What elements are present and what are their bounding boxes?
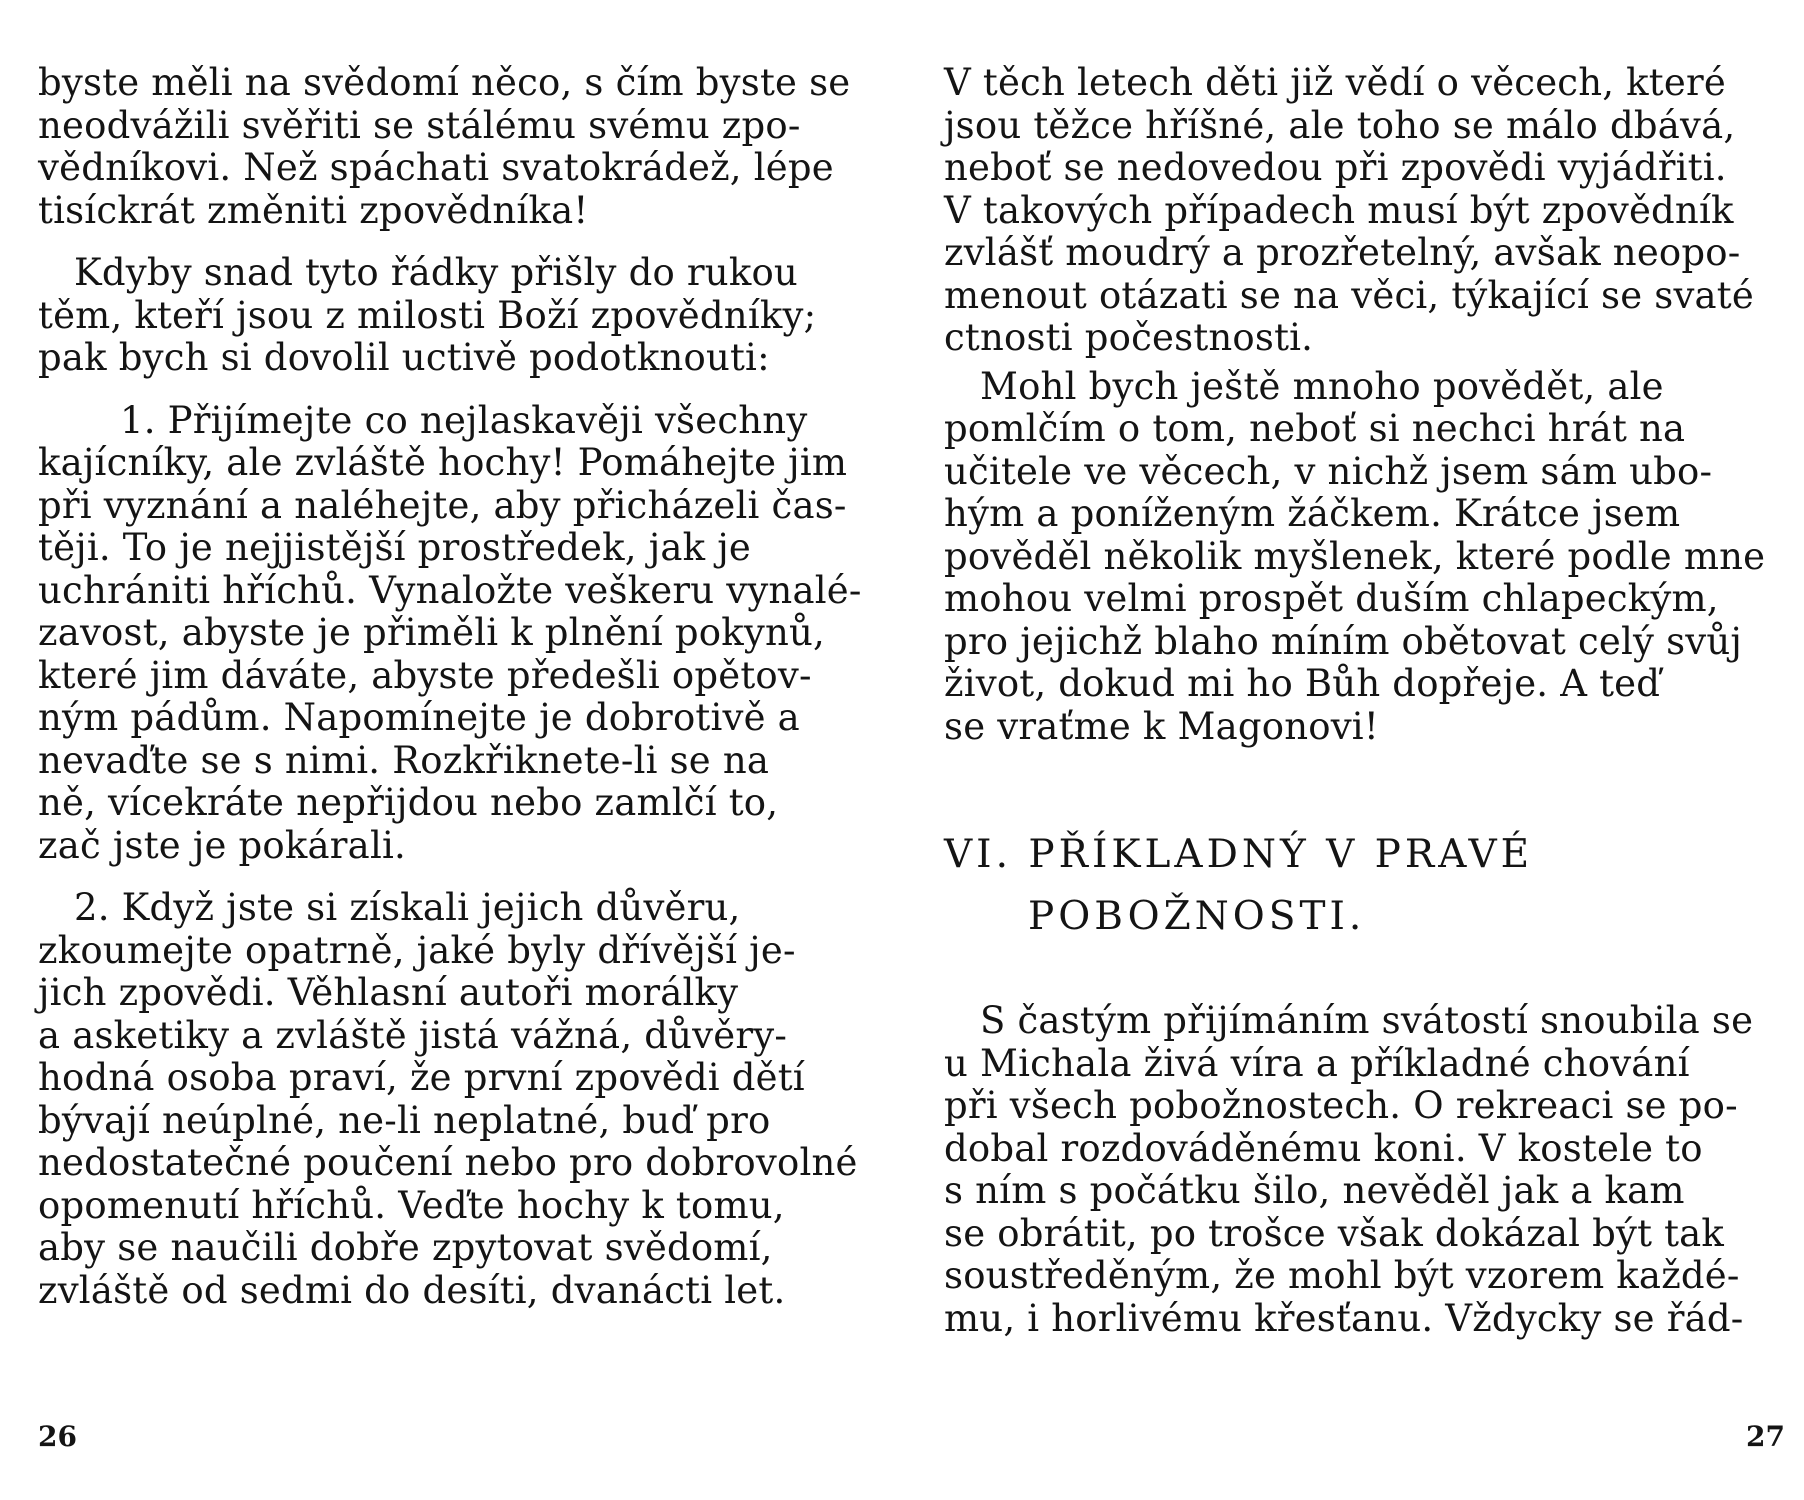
paragraph-children-knowledge: V těch letech děti již vědí o věcech, které jsou těžce hříšné, ale toho se málo dbává, neboť se nedovedou při zpovědi vyjádřiti. V takových případech musí být zpovědník zvlášť moudrý a prozřetelný, avšak neopo- menout otázati se na věci, týkající se svaté ctnosti počestnosti. [944, 61, 1754, 359]
chapter-heading [944, 824, 1772, 948]
paragraph-point-1: 1. Přijímejte co nejlaskavěji všechny kajícníky, ale zvláště hochy! Pomáhejte jim při vyznání a naléhejte, aby přicházeli čas- těji. To je nejjistější prostředek, jak je uchrániti hříchů. Vynaložte veškeru vynalé- zavost, abyste je přiměli k plnění pokynů, které jim dáváte, abyste předešli opětov- ným pádům. Napomínejte je dobrotivě a nevaďte se s nimi. Rozkřiknete-li se na ně, vícekráte nepřijdou nebo zamlčí to, zač jste je pokárali. [38, 398, 862, 867]
paragraph-point-2: 2. Když jste si získali jejich důvěru, zkoumejte opatrně, jaké byly dřívější je- jich zpovědi. Věhlasní autoři morálky a asketiky a zvláště jistá vážná, důvěry- hodná osoba praví, že první zpovědi dětí bývají neúplné, ne-li neplatné, buď pro nedostatečné poučení nebo pro dobrovolné opomenutí hříchů. Veďte hochy k tomu, aby se naučili dobře zpytovat svědomí, zvláště od sedmi do desíti, dvanácti let. [38, 886, 858, 1312]
paragraph-michal-faith: S častým přijímáním svátostí snoubila se u Michala živá víra a příkladné chování při všech pobožnostech. O rekreaci se po- dobal rozdováděnému koni. V kostele to s ním s počátku šilo, nevěděl jak a kam se obrátit, po trošce však dokázal být tak soustředěným, že mohl být vzorem každé- mu, i horlivému křesťanu. Vždycky se řád- [944, 999, 1754, 1340]
page-number-right: 27 [1746, 1420, 1785, 1453]
chapter-heading-line-1: VI. PŘÍKLADNÝ V PRAVÉ [944, 832, 1534, 877]
paragraph-confessors-advice: Kdyby snad tyto řádky přišly do rukou těm, kteří jsou z milosti Boží zpovědníky; pak bych si dovolil uctivě podotknouti: [38, 251, 817, 379]
paragraph-confessor-change: byste měli na svědomí něco, s čím byste se neodvážili svěřiti se stálému svému zpo- vědníkovi. Než spáchati svatokrádež, lépe tisíckrát změniti zpovědníka! [38, 61, 851, 232]
right-text-column [944, 62, 1772, 1340]
page-number-left: 26 [38, 1420, 77, 1453]
right-page [902, 0, 1804, 1500]
left-text-column [38, 62, 868, 1312]
chapter-heading-line-2: POBOŽNOSTI. [1028, 894, 1366, 939]
paragraph-could-say-more: Mohl bych ještě mnoho povědět, ale pomlčím o tom, neboť si nechci hrát na učitele ve věcech, v nichž jsem sám ubo- hým a poníženým žáčkem. Krátce jsem pověděl několik myšlenek, které podle mne mohou velmi prospět duším chlapeckým, pro jejichž blaho míním obětovat celý svůj život, dokud mi ho Bůh dopřeje. A teď se vraťme k Magonovi! [944, 364, 1766, 748]
